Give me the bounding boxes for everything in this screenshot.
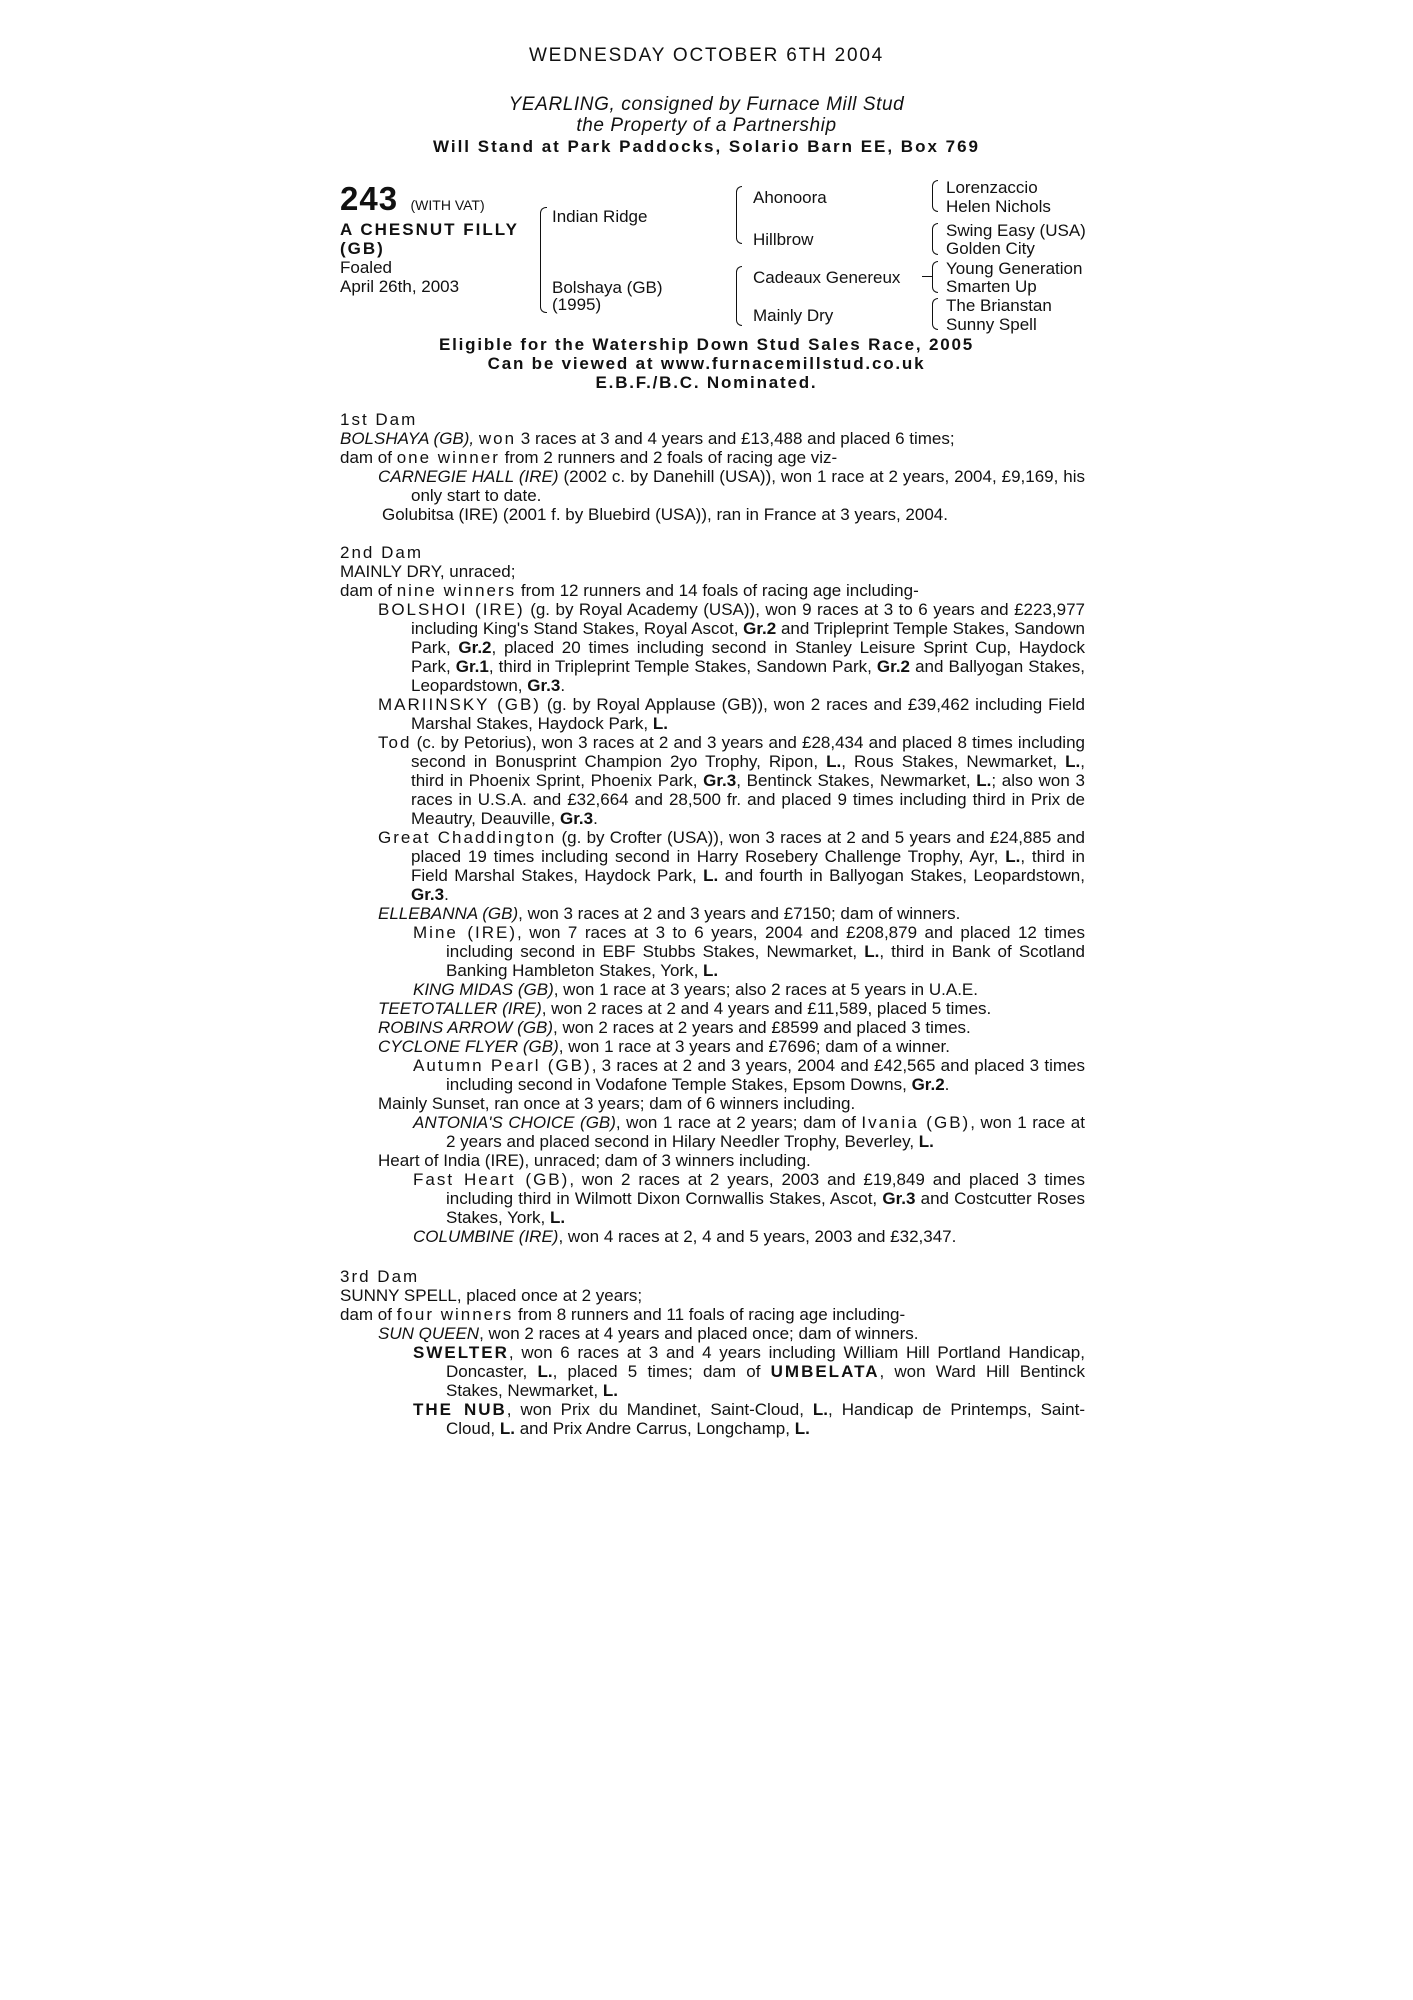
produce-entry: TEETOTALLER (IRE), won 2 races at 2 and 4 years and £11,589, placed 5 times. (378, 999, 992, 1018)
produce-entry: Mainly Sunset, ran once at 3 years; dam of 6 winners including. (378, 1094, 856, 1113)
sire-brace (736, 186, 742, 244)
first-dam-name: BOLSHAYA (GB), (340, 429, 475, 448)
produce-entry: SWELTER, won 6 races at 3 and 4 years including William Hill Portland Handicap, Doncaster, L., placed 5 times; dam of UMBELATA, won Ward Hill Bentinck Stakes, Newmarket, L. (413, 1343, 1085, 1400)
g3-connector (922, 276, 932, 277)
produce-entry: Golubitsa (IRE) (2001 f. by Bluebird (USA)), ran in France at 3 years, 2004. (382, 505, 948, 524)
produce-entry: Fast Heart (GB), won 2 races at 2 years, 2003 and £19,849 and placed 3 times including third in Wilmott Dixon Cornwallis Stakes, Ascot, Gr.3 and Costcutter Roses Stakes, York, L. (413, 1170, 1085, 1227)
dam-brace (736, 266, 742, 326)
location-line: Will Stand at Park Paddocks, Solario Barn EE, Box 769 (432, 137, 981, 156)
third-dam-section (340, 1267, 1085, 1438)
third-dam-heading: 3rd Dam (340, 1267, 420, 1286)
second-dam-heading: 2nd Dam (340, 543, 423, 562)
pedigree-sire: Indian Ridge (552, 207, 648, 226)
produce-entry: BOLSHOI (IRE) (g. by Royal Academy (USA)), won 9 races at 3 to 6 years and £223,977 including King's Stand Stakes, Royal Ascot, Gr.2 and Tripleprint Temple Stakes, Sandown Park, Gr.2, placed 20 times including second in Stanley Leisure Sprint Cup, Haydock Park, Gr.1, third in Tripleprint Temple Stakes, Sandown Park, Gr.2 and Ballyogan Stakes, Leopardstown, Gr.3. (378, 600, 1085, 695)
sale-date: WEDNESDAY OCTOBER 6TH 2004 (528, 45, 885, 66)
pedigree-g3-7: The Brianstan (946, 296, 1052, 315)
pedigree-g3-1: Lorenzaccio (946, 178, 1038, 197)
nomination-note: E.B.F./B.C. Nominated. (595, 373, 818, 392)
lot-number: 243 (340, 180, 399, 217)
pedigree-dam-year: (1995) (552, 295, 602, 314)
pedigree-dam-sire: Cadeaux Genereux (753, 268, 901, 287)
produce-entry: KING MIDAS (GB), won 1 race at 3 years; also 2 races at 5 years in U.A.E. (413, 980, 978, 999)
produce-entry: Great Chaddington (g. by Crofter (USA)), won 3 races at 2 and 5 years and £24,885 and placed 19 times including second in Harry Rosebery Challenge Trophy, Ayr, L., third in Field Marshal Stakes, Haydock Park, L. and fourth in Ballyogan Stakes, Leopardstown, Gr.3. (378, 828, 1085, 904)
pedigree-g3-3: Swing Easy (USA) (946, 221, 1086, 240)
pedigree-g3-5: Young Generation (946, 259, 1083, 278)
second-dam-record: MAINLY DRY, unraced; (340, 562, 516, 581)
foaled-label: Foaled (340, 258, 392, 277)
produce-entry: MARIINSKY (GB) (g. by Royal Applause (GB)), won 2 races and £39,462 including Field Marshal Stakes, Haydock Park, L. (378, 695, 1085, 733)
vat-note: (WITH VAT) (410, 197, 485, 213)
pedigree-sire-sire: Ahonoora (753, 188, 827, 207)
g3-brace-3 (932, 261, 938, 293)
g3-brace-2 (932, 223, 938, 255)
pedigree-g3-6: Smarten Up (946, 277, 1037, 296)
third-dam-record: SUNNY SPELL, placed once at 2 years; (340, 1286, 643, 1305)
produce-entry: THE NUB, won Prix du Mandinet, Saint-Cloud, L., Handicap de Printemps, Saint-Cloud, L. and Prix Andre Carrus, Longchamp, L. (413, 1400, 1085, 1438)
property-line: the Property of a Partnership (576, 115, 837, 136)
second-dam-produce: dam of nine winners from 12 runners and 14 foals of racing age including- (340, 581, 919, 600)
produce-entry: CYCLONE FLYER (GB), won 1 race at 3 years and £7696; dam of a winner. (378, 1037, 950, 1056)
g3-brace-1 (932, 180, 938, 212)
consignment-line: YEARLING, consigned by Furnace Mill Stud (508, 94, 905, 115)
produce-entry: CARNEGIE HALL (IRE) (2002 c. by Danehill (USA)), won 1 race at 2 years, 2004, £9,169, his only start to date. (378, 467, 1085, 505)
third-dam-produce: dam of four winners from 8 runners and 11 foals of racing age including- (340, 1305, 906, 1324)
pedigree-g3-2: Helen Nichols (946, 197, 1051, 216)
eligible-note: Eligible for the Watership Down Stud Sales Race, 2005 (439, 335, 974, 354)
produce-entry: Tod (c. by Petorius), won 3 races at 2 and 3 years and £28,434 and placed 8 times including second in Bonusprint Champion 2yo Trophy, Ripon, L., Rous Stakes, Newmarket, L., third in Phoenix Sprint, Phoenix Park, Gr.3, Bentinck Stakes, Newmarket, L.; also won 3 races in U.S.A. and £32,664 and 28,500 fr. and placed 9 times including third in Prix de Meautry, Deauville, Gr.3. (378, 733, 1086, 828)
produce-entry: Autumn Pearl (GB), 3 races at 2 and 3 years, 2004 and £42,565 and placed 3 times including second in Vodafone Temple Stakes, Epsom Downs, Gr.2. (413, 1056, 1085, 1094)
lot-description: A CHESNUT FILLY (340, 220, 519, 239)
lot-origin: (GB) (340, 239, 385, 258)
pedigree-dam-dam: Mainly Dry (753, 306, 834, 325)
first-dam-section (340, 410, 1085, 524)
foaled-date: April 26th, 2003 (340, 277, 460, 296)
produce-entry: SUN QUEEN, won 2 races at 4 years and placed once; dam of winners. (378, 1324, 919, 1343)
produce-entry: ELLEBANNA (GB), won 3 races at 2 and 3 years and £7150; dam of winners. (378, 904, 961, 923)
first-dam-record: BOLSHAYA (GB), won 3 races at 3 and 4 years and £13,488 and placed 6 times; (340, 429, 955, 448)
produce-entry: Mine (IRE), won 7 races at 3 to 6 years, 2004 and £208,879 and placed 12 times including second in EBF Stubbs Stakes, Newmarket, L., third in Bank of Scotland Banking Hambleton Stakes, York, L. (413, 923, 1085, 980)
pedigree-g3-4: Golden City (946, 239, 1035, 258)
produce-entry: Heart of India (IRE), unraced; dam of 3 winners including. (378, 1151, 811, 1170)
second-dam-section (340, 543, 1085, 1246)
lot-heading (340, 180, 485, 218)
first-dam-heading: 1st Dam (340, 410, 418, 429)
pedigree-g3-8: Sunny Spell (946, 315, 1037, 334)
g3-brace-4 (932, 298, 938, 330)
first-dam-produce: dam of one winner from 2 runners and 2 foals of racing age viz- (340, 448, 838, 467)
produce-entry: ANTONIA'S CHOICE (GB), won 1 race at 2 years; dam of Ivania (GB), won 1 race at 2 years and placed second in Hilary Needler Trophy, Beverley, L. (413, 1113, 1085, 1151)
pedigree-sire-dam: Hillbrow (753, 230, 814, 249)
produce-entry: ROBINS ARROW (GB), won 2 races at 2 years and £8599 and placed 3 times. (378, 1018, 971, 1037)
viewing-note: Can be viewed at www.furnacemillstud.co.uk (487, 354, 926, 373)
produce-entry: COLUMBINE (IRE), won 4 races at 2, 4 and 5 years, 2003 and £32,347. (413, 1227, 957, 1246)
sire-dam-brace (540, 207, 547, 313)
pedigree-dam: Bolshaya (GB) (552, 278, 663, 297)
